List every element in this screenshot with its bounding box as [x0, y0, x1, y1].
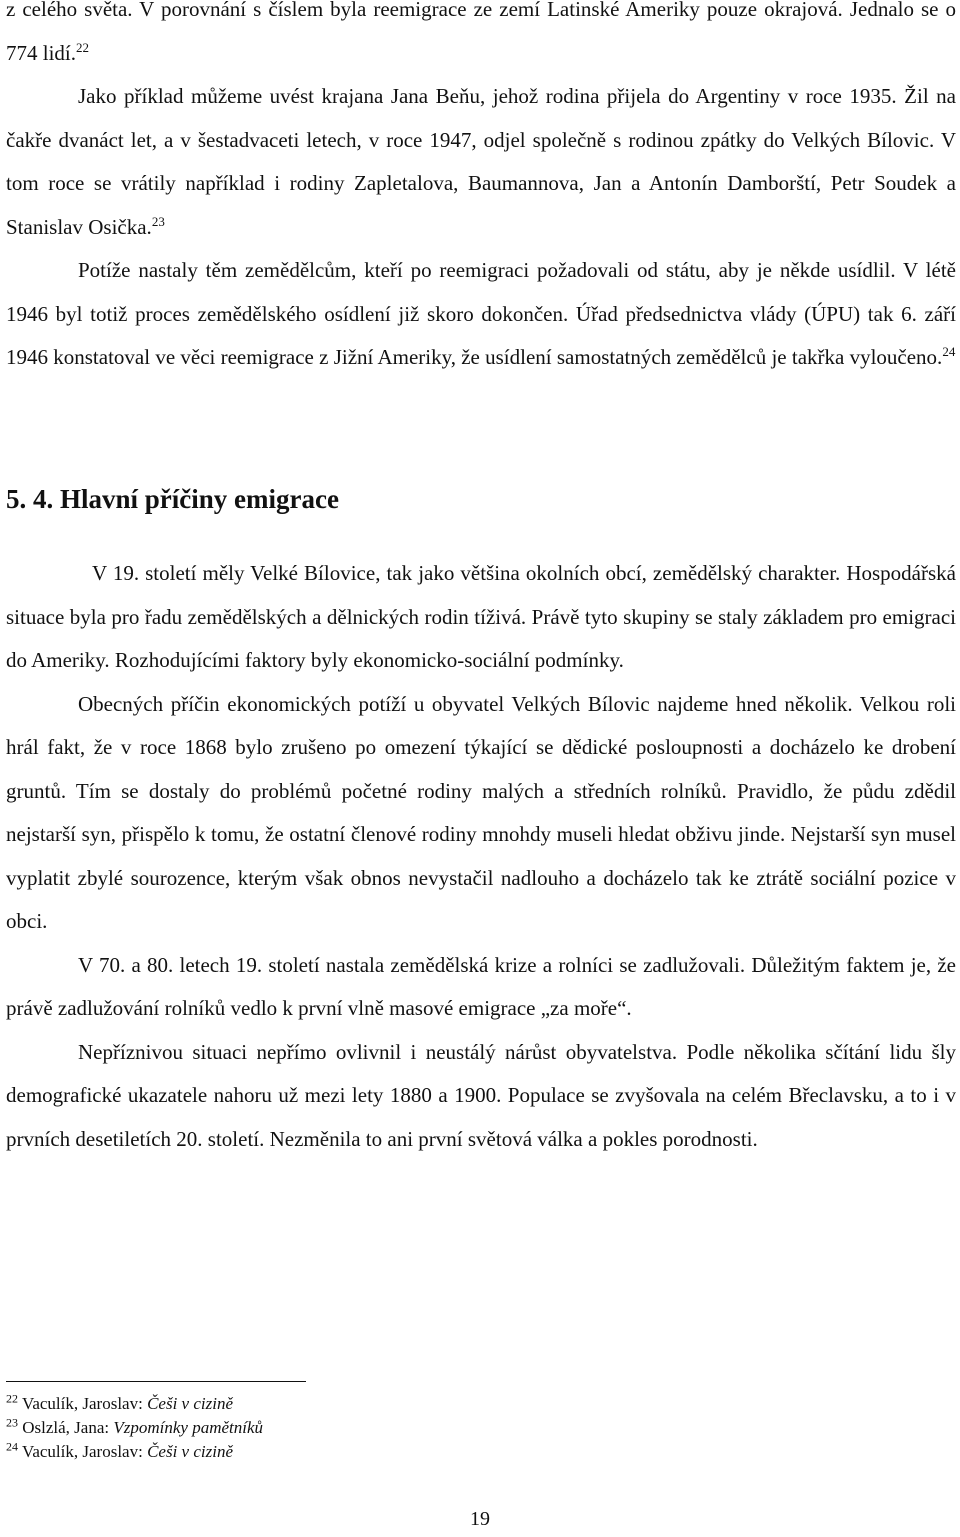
paragraph-general-causes: Obecných příčin ekonomických potíží u obyvatel Velkých Bílovic najdeme hned několik. Velkou roli hrál fakt, že v roce 1868 bylo zrušeno po omezení týkající se dědické posloupnosti a docházelo ke drobení gruntů. Tím se dostaly do problémů početné rodiny malých a středních rolníků. Pravidlo, že půdu zdědil nejstarší syn, přispělo k tomu, že ostatní členové rodiny mnohdy museli hledat obživu jinde. Nejstarší syn musel vyplatit zbylé sourozence, kterým však obnos nevystačil nadlouho a docházelo tak ke ztrátě sociální pozice v obci.	[6, 691, 956, 933]
footnote-ref: 22	[76, 39, 90, 55]
page-number: 19	[470, 1508, 490, 1530]
footnotes	[6, 1392, 946, 1464]
footnote-number: 22	[6, 1391, 18, 1406]
footnote-24	[6, 1440, 946, 1464]
footnote-ref: 24	[942, 344, 956, 359]
paragraph-settlement-problems	[6, 249, 956, 380]
footnote-author: Oslzlá, Jana:	[22, 1418, 114, 1437]
paragraph-reemigration-summary	[6, 0, 956, 75]
footnote-number: 23	[6, 1415, 18, 1430]
text-block-main	[6, 552, 956, 1161]
footnote-title: Češi v cizině	[147, 1394, 233, 1413]
footnote-title: Vzpomínky pamětníků	[113, 1418, 264, 1437]
footnote-ref: 23	[151, 213, 165, 229]
footnote-separator	[6, 1381, 306, 1382]
paragraph-population-growth: Nepříznivou situaci nepřímo ovlivnil i neustálý nárůst obyvatelstva. Podle několika sčítání lidu šly demografické ukazatele nahoru už mezi lety 1880 a 1900. Populace se zvyšovala na celém Břeclavsku, a to i v prvních desetiletích 20. století. Nezměnila to ani první světová válka a pokles porodnosti.	[6, 1039, 956, 1151]
paragraph-agricultural-crisis: V 70. a 80. letech 19. století nastala zemědělská krize a rolníci se zadlužovali. Důležitým faktem je, že právě zadlužování rolníků vedlo k první vlně masové emigrace „za moře“.	[6, 952, 956, 1020]
paragraph-19th-century: V 19. století měly Velké Bílovice, tak jako většina okolních obcí, zemědělský charakter. Hospodářská situace byla pro řadu zemědělských a dělnických rodin tíživá. Právě tyto skupiny se staly základem pro emigraci do Ameriky. Rozhodujícími faktory byly ekonomicko-sociální podmínky.	[6, 561, 956, 672]
footnote-author: Vaculík, Jaroslav:	[21, 1394, 148, 1413]
text-block-top	[6, 0, 956, 380]
paragraph-text: Potíže nastaly těm zemědělcům, kteří po reemigraci požadovali od státu, aby je někde usídlil. V létě 1946 byl totiž proces zemědělského osídlení již skoro dokončen. Úřad předsednictva vlády (ÚPU) tak 6. září 1946 konstatoval ve věci reemigrace z Jižní Ameriky, že usídlení samostatných zemědělců je takřka vyloučeno.	[6, 258, 956, 369]
paragraph-example-benu	[6, 75, 956, 249]
footnote-22	[6, 1392, 946, 1416]
footnote-author: Vaculík, Jaroslav:	[21, 1442, 148, 1461]
paragraph-text: z celého světa. V porovnání s číslem byla reemigrace ze zemí Latinské Ameriky pouze okrajová. Jednalo se o 774 lidí.	[6, 0, 956, 65]
footnote-title: Češi v cizině	[147, 1442, 233, 1461]
footnote-23	[6, 1416, 946, 1440]
footnote-number: 24	[6, 1439, 18, 1454]
paragraph-text: Jako příklad můžeme uvést krajana Jana Beňu, jehož rodina přijela do Argentiny v roce 1935. Žil na čakře dvanáct let, a v šestadvaceti letech, v roce 1947, odjel společně s rodinou zpátky do Velkých Bílovic. V tom roce se vrátily například i rodiny Zapletalova, Baumannova, Jan a Antonín Damborští, Petr Soudek a Stanislav Osička.	[6, 84, 956, 239]
section-heading: 5. 4. Hlavní příčiny emigrace	[6, 484, 339, 514]
